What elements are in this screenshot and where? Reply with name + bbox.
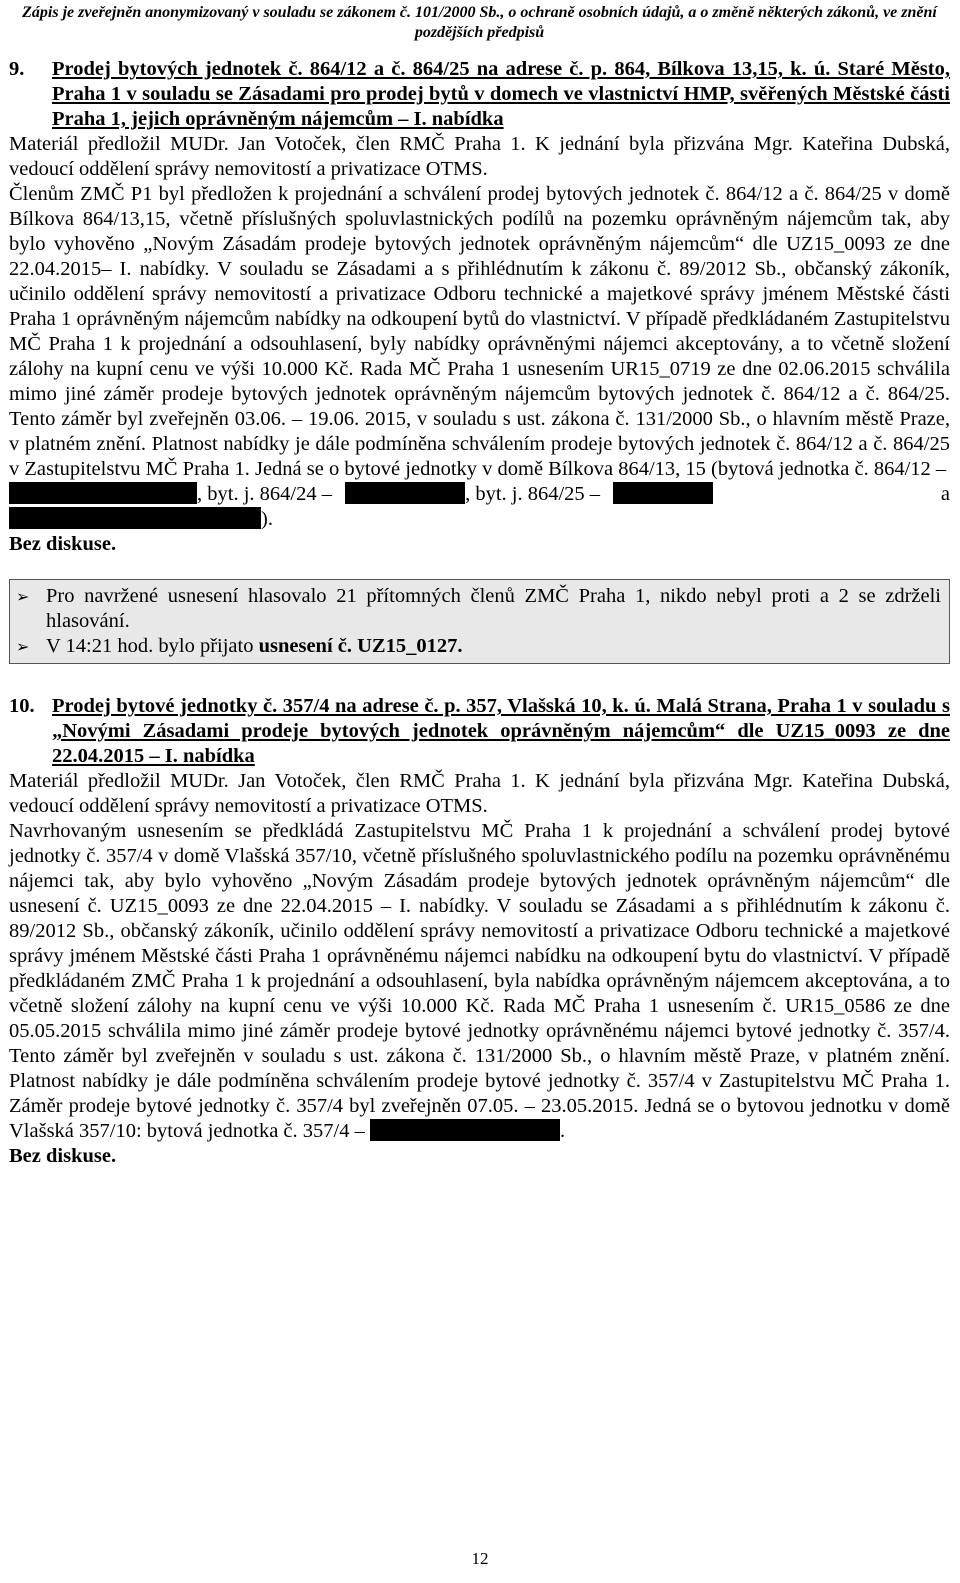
anonymization-disclaimer: Zápis je zveřejněn anonymizovaný v souladu se zákonem č. 101/2000 Sb., o ochraně osobních údajů, a o změně některých zákonů, ve znění pozdějších předpisů [22, 4, 937, 41]
arrow-bullet-icon: ➢ [16, 587, 30, 606]
vote-result [46, 634, 941, 659]
presenter-paragraph: Materiál předložil MUDr. Jan Votoček, člen RMČ Praha 1. K jednání byla přizvána Mgr. Kateřina Dubská, vedoucí oddělení správy nemovitostí a privatizace OTMS. [9, 770, 950, 817]
body-text: Členům ZMČ P1 byl předložen k projednání a schválení prodej bytových jednotek č. 864/12 a č. 864/25 v domě Bílkova 864/13,15, včetně příslušných spoluvlastnických podílů na pozemku oprávněným nájemcům tak, aby bylo vyhověno „Novým Zásadám prodeje bytových jednotek oprávněným nájemcům“ dle UZ15_0093 ze dne 22.04.2015– I. nabídky. V souladu se Zásadami a s přihlédnutím k zákonu č. 89/2012 Sb., občanský zákoník, učinilo oddělení správy nemovitostí a privatizace Odboru technické a majetkové správy jménem Městské části Praha 1 oprávněným nájemcům nabídky na odkoupení bytů do vlastnictví. V případě předkládaném Zastupitelstvu MČ Praha 1 k projednání a odsouhlasení, byly nabídky oprávněnými nájemci akceptovány, a to včetně složení zálohy na kupní cenu ve výši 10.000 Kč. Rada MČ Praha 1 usnesením UR15_0719 ze dne 02.06.2015 schválila mimo jiné záměr prodeje bytových jednotek oprávněným nájemcům bytových jednotek č. 864/12 a č. 864/25. Tento záměr byl zveřejněn 03.06. – 19.06. 2015, v souladu s ust. zákona č. 131/2000 Sb., o hlavním městě Praze, v platném znění. Platnost nabídky je dále podmíněna schválením prodeje bytových jednotek č. 864/12 a č. 864/25 v Zastupitelstvu MČ Praha 1. Jedná se o bytové jednotky v domě Bílkova 864/13, 15 (bytová jednotka č. 864/12 – [9, 183, 950, 480]
vote-summary-box [9, 579, 950, 664]
agenda-item-10-heading [9, 694, 950, 769]
body-paragraph [9, 182, 950, 532]
page-number: 12 [471, 1549, 489, 1568]
agenda-item-9 [9, 57, 950, 664]
redaction-block [370, 1119, 560, 1141]
vote-result-prefix: V 14:21 hod. bylo přijato [46, 635, 259, 657]
agenda-item-10 [9, 694, 950, 1169]
vote-item [16, 634, 941, 659]
body-text: Navrhovaným usnesením se předkládá Zastupitelstvu MČ Praha 1 k projednání a schválení prodej bytové jednotky č. 357/4 v domě Vlašská 357/10, včetně příslušného spoluvlastnického podílu na pozemku oprávněnému nájemci tak, aby bylo vyhověno „Novým Zásadám prodeje bytových jednotek oprávněným nájemcům“ dle usnesení č. UZ15_0093 ze dne 22.04.2015 – I. nabídky. V souladu se Zásadami a s přihlédnutím k zákonu č. 89/2012 Sb., občanský zákoník, učinilo oddělení správy nemovitostí a privatizace Odboru technické a majetkové správy jménem Městské části Praha 1 oprávněnému nájemci nabídku na odkoupení bytu do vlastnictví. V případě předkládaném ZMČ Praha 1 k projednání a odsouhlasení, byla nabídka oprávněným nájemcem akceptována, a to včetně složení zálohy na kupní cenu ve výši 10.000 Kč. Rada MČ Praha 1 usnesením č. UR15_0586 ze dne 05.05.2015 schválila mimo jiné záměr prodeje bytové jednotky oprávněnému nájemci bytové jednotky č. 357/4. Tento záměr byl zveřejněn v souladu s ust. zákona č. 131/2000 Sb., o hlavním městě Praze, v platném znění. Platnost nabídky je dále podmíněna schválením prodeje bytové jednotky č. 357/4 v Zastupitelstvu MČ Praha 1. Záměr prodeje bytové jednotky č. 357/4 byl zveřejněn 07.05. – 23.05.2015. Jedná se o bytovou jednotku v domě Vlašská 357/10: bytová jednotka č. 357/4 – [9, 820, 950, 1142]
body-text-end: . [559, 1120, 566, 1142]
redaction-block [9, 507, 261, 529]
vote-item [16, 584, 941, 634]
agenda-item-number: 10. [9, 695, 35, 717]
vote-text: Pro navržené usnesení hlasovalo 21 přítomných členů ZMČ Praha 1, nikdo nebyl proti a 2 se zdrželi hlasování. [46, 585, 941, 632]
redaction-block [9, 482, 197, 504]
arrow-bullet-icon: ➢ [16, 637, 30, 656]
presenter-paragraph: Materiál předložil MUDr. Jan Votoček, člen RMČ Praha 1. K jednání byla přizvána Mgr. Kateřina Dubská, vedoucí oddělení správy nemovitostí a privatizace OTMS. [9, 133, 950, 180]
no-discussion-label: Bez diskuse. [9, 1145, 117, 1167]
body-paragraph [9, 819, 950, 1144]
body-text-end: ). [261, 508, 273, 530]
agenda-item-title: Prodej bytových jednotek č. 864/12 a č. 864/25 na adrese č. p. 864, Bílkova 13,15, k. ú. Staré Město, Praha 1 v souladu se Zásadami pro prodej bytů v domech ve vlastnictví HMP, svěřených Městské části Praha 1, jejich oprávněným nájemcům – I. nabídka [52, 58, 950, 130]
agenda-item-number: 9. [9, 58, 25, 80]
redaction-block [613, 482, 713, 504]
document-page [9, 0, 950, 1169]
resolution-number: usnesení č. UZ15_0127. [258, 635, 463, 657]
agenda-item-9-heading [9, 57, 950, 132]
body-text-continuation: , byt. j. 864/24 – [197, 483, 332, 505]
agenda-item-title: Prodej bytové jednotky č. 357/4 na adrese č. p. 357, Vlašská 10, k. ú. Malá Strana, Praha 1 v souladu s „Novými Zásadami prodeje bytových jednotek oprávněným nájemcům“ dle UZ15_0093 ze dne 22.04.2015 – I. nabídka [52, 695, 950, 767]
body-text-continuation: a [940, 483, 950, 505]
redaction-block [345, 482, 465, 504]
body-text-continuation: , byt. j. 864/25 – [465, 483, 601, 505]
no-discussion-label: Bez diskuse. [9, 533, 117, 555]
